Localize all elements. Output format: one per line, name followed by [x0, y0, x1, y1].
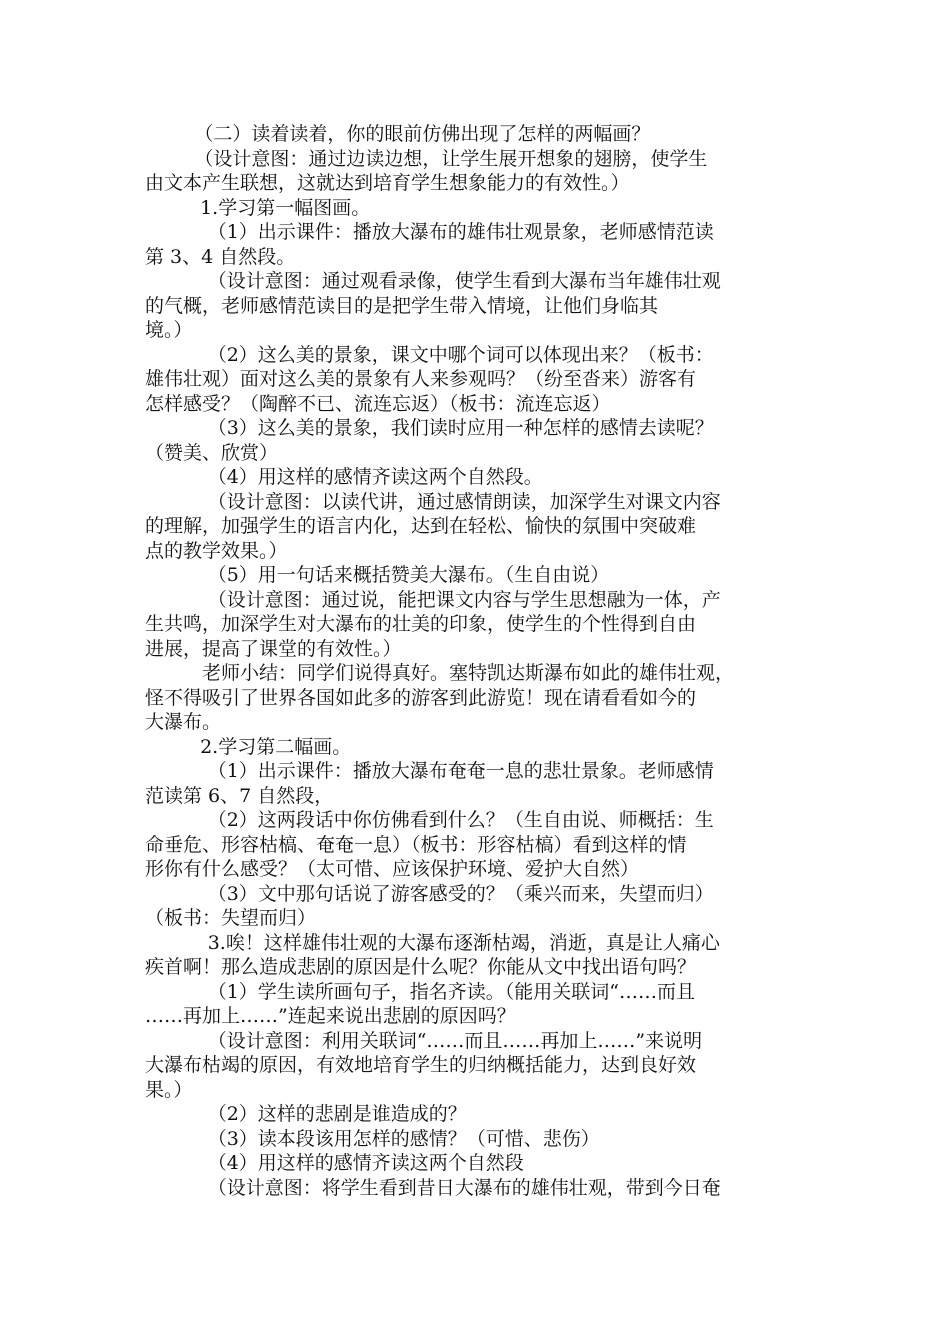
paragraph: [145, 735, 815, 760]
paragraph: [145, 1151, 815, 1176]
text-line: （设计意图：通过观看录像，使学生看到大瀑布当年雄伟壮观: [207, 270, 721, 292]
text-line: （5）用一句话来概括赞美大瀑布。（生自由说）: [207, 564, 610, 586]
text-line: （1）出示课件：播放大瀑布奄奄一息的悲壮景象。老师感情: [207, 760, 714, 782]
text-line: 形你有什么感受？（太可惜、应该保护环境、爱护大自然）: [145, 858, 640, 880]
text-line: （2）这样的悲剧是谁造成的？: [207, 1103, 467, 1125]
paragraph: [145, 465, 815, 490]
paragraph: [145, 588, 815, 662]
text-line: （2）这两段话中你仿佛看到什么？（生自由说、师概括：生: [207, 809, 714, 831]
text-line: （3）文中那句话说了游客感受的？（乘兴而来，失望而归）: [207, 882, 714, 905]
paragraph: [145, 220, 815, 269]
text-line: 范读第 6、7 自然段，: [145, 784, 334, 807]
text-line: （2）这么美的景象，课文中哪个词可以体现出来？（板书：: [207, 343, 714, 366]
text-line: （二）读着读着，你的眼前仿佛出现了怎样的两幅画？: [194, 123, 651, 145]
text-line: 第 3、4 自然段。: [145, 245, 296, 268]
text-line: 由文本产生联想，这就达到培育学生想象能力的有效性。）: [145, 172, 630, 194]
text-line: 老师小结：同学们说得真好。塞特凯达斯瀑布如此的雄伟壮观，: [202, 662, 735, 684]
text-line: （设计意图：以读代讲，通过感情朗读，加深学生对课文内容: [207, 490, 721, 513]
text-line: 的气概，老师感情范读目的是把学生带入情境，让他们身临其: [145, 294, 659, 317]
text-line: （板书：失望而归）: [145, 907, 317, 929]
paragraph: [145, 122, 815, 147]
text-line: （1）学生读所画句子，指名齐读。（能用关联词“……而且: [207, 980, 695, 1003]
paragraph: [145, 661, 815, 735]
text-line: 进展，提高了课堂的有效性。）: [145, 637, 402, 660]
paragraph: [145, 490, 815, 564]
text-line: 果。）: [145, 1078, 193, 1101]
paragraph: [145, 196, 815, 221]
paragraph: [145, 563, 815, 588]
text-line: 生共鸣，加深学生对大瀑布的壮美的印象，使学生的个性得到自由: [145, 613, 697, 635]
paragraph: [145, 1102, 815, 1127]
text-line: 大瀑布。: [145, 711, 222, 733]
text-line: （设计意图：利用关联词“……而且……再加上……”来说明: [207, 1029, 703, 1052]
text-line: 1.学习第一幅图画。: [200, 196, 371, 219]
text-line: 3.唉！这样雄伟壮观的大瀑布逐渐枯竭，消逝，真是让人痛心: [207, 931, 720, 954]
text-line: 怎样感受？（陶醉不已、流连忘返）（板书：流连忘返）: [145, 392, 611, 415]
paragraph: [145, 808, 815, 882]
text-line: 境。）: [145, 319, 193, 341]
paragraph: [145, 882, 815, 931]
paragraph: [145, 1176, 815, 1201]
text-line: 的理解，加强学生的语言内化，达到在轻松、愉快的氛围中突破难: [145, 515, 697, 537]
text-line: （设计意图：通过说，能把课文内容与学生思想融为一体，产: [207, 588, 721, 611]
text-line: 2.学习第二幅画。: [200, 735, 352, 758]
paragraph: [145, 1127, 815, 1152]
paragraph: [145, 416, 815, 465]
paragraph: [145, 980, 815, 1029]
text-line: （赞美、欣赏）: [145, 441, 279, 464]
text-line: （4）用这样的感情齐读这两个自然段。: [207, 466, 543, 488]
text-line: （设计意图：将学生看到昔日大瀑布的雄伟壮观，带到今日奄: [207, 1176, 721, 1199]
text-line: （设计意图：通过边读边想，让学生展开想象的翅膀，使学生: [194, 147, 708, 170]
text-line: ……再加上……”连起来说出悲剧的原因吗？: [145, 1005, 516, 1027]
paragraph: [145, 759, 815, 808]
text-line: （1）出示课件：播放大瀑布的雄伟壮观景象，老师感情范读: [207, 221, 714, 243]
text-line: （3）读本段该用怎样的感情？（可惜、悲伤）: [207, 1127, 600, 1150]
text-line: 雄伟壮观）面对这么美的景象有人来参观吗？（纷至沓来）游客有: [145, 368, 697, 390]
text-line: （4）用这样的感情齐读这两个自然段: [207, 1152, 524, 1174]
text-line: 点的教学效果。）: [145, 539, 288, 562]
text-line: 大瀑布枯竭的原因，有效地培育学生的归纳概括能力，达到良好效: [145, 1054, 697, 1076]
text-line: （3）这么美的景象，我们读时应用一种怎样的感情去读呢？: [207, 417, 714, 439]
paragraph: [145, 931, 815, 980]
paragraph: [145, 269, 815, 343]
text-line: 疾首啊！那么造成悲剧的原因是什么呢？你能从文中找出语句吗？: [145, 956, 697, 978]
paragraph: [145, 1029, 815, 1103]
text-line: 怪不得吸引了世界各国如此多的游客到此游览！现在请看看如今的: [145, 686, 697, 709]
document-body: [145, 122, 815, 1200]
paragraph: [145, 147, 815, 196]
text-line: 命垂危、形容枯槁、奄奄一息）（板书：形容枯槁）看到这样的情: [145, 833, 687, 856]
paragraph: [145, 343, 815, 417]
